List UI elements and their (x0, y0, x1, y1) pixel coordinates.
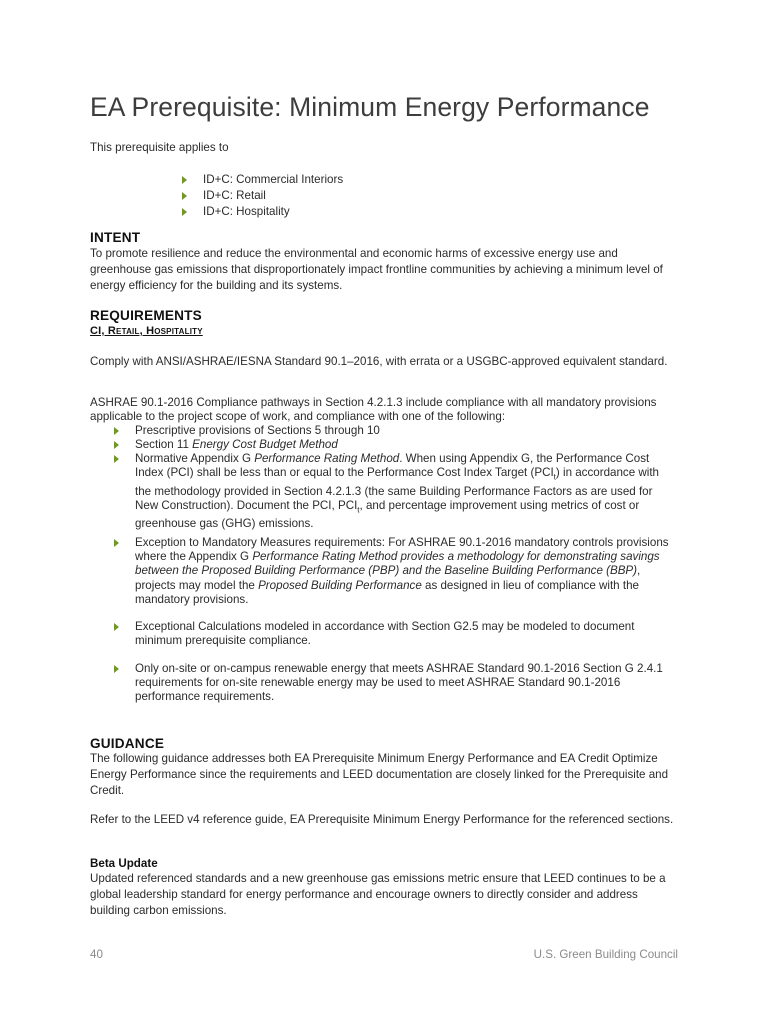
requirement-bullet: Prescriptive provisions of Sections 5 through 10 (114, 424, 674, 438)
intent-heading: INTENT (90, 230, 141, 245)
beta-update-heading: Beta Update (90, 857, 158, 870)
bullet-arrow-icon (114, 623, 119, 631)
list-item: ID+C: Commercial Interiors (182, 172, 343, 188)
page-number: 40 (90, 948, 103, 961)
intro-text: This prerequisite applies to (90, 141, 229, 154)
requirement-bullet: Exceptional Calculations modeled in accordance with Section G2.5 may be modeled to document minimum prerequisite compliance. (114, 620, 674, 648)
requirement-bullet: Exception to Mandatory Measures requirements: For ASHRAE 90.1-2016 mandatory controls provisions where the Appendix G Performance Rating Method provides a methodology for demonstrating savings between the Proposed Building Performance (PBP) and the Baseline Building Performance (BBP), projects may model the Proposed Building Performance as designed in lieu of compliance with the mandatory provisions. (114, 536, 674, 607)
bullet-arrow-icon (182, 192, 187, 200)
list-item: ID+C: Hospitality (182, 204, 343, 220)
requirement-bullet: Section 11 Energy Cost Budget Method (114, 438, 674, 452)
bullet-arrow-icon (114, 427, 119, 435)
requirement-bullet: Only on-site or on-campus renewable energy that meets ASHRAE Standard 90.1-2016 Section G 2.4.1 requirements for on-site renewable energy may be used to meet ASHRAE Standard 90.1-2016 performance requirements. (114, 662, 674, 705)
comply-text: Comply with ANSI/ASHRAE/IESNA Standard 90.1–2016, with errata or a USGBC-approved equivalent standard. (90, 355, 668, 368)
bullet-arrow-icon (114, 455, 119, 463)
bullet-arrow-icon (114, 441, 119, 449)
bullet-arrow-icon (182, 176, 187, 184)
ashrae-text: ASHRAE 90.1-2016 Compliance pathways in Section 4.2.1.3 include compliance with all mandatory provisions applicable to the project scope of work, and compliance with one of the following: (90, 396, 657, 424)
footer-organization: U.S. Green Building Council (533, 948, 678, 961)
reference-text: Refer to the LEED v4 reference guide, EA Prerequisite Minimum Energy Performance for the referenced sections. (90, 813, 674, 826)
beta-update-body: Updated referenced standards and a new greenhouse gas emissions metric ensure that LEED continues to be a global leadership standard for energy performance and encourage owners to directly consider and address building carbon emissions. (90, 872, 666, 917)
bullet-arrow-icon (114, 539, 119, 547)
requirements-heading: REQUIREMENTS (90, 308, 202, 323)
guidance-heading: GUIDANCE (90, 736, 165, 751)
applies-to-list (182, 172, 343, 219)
list-item: ID+C: Retail (182, 188, 343, 204)
guidance-body: The following guidance addresses both EA Prerequisite Minimum Energy Performance and EA Credit Optimize Energy Performance since the requirements and LEED documentation are closely linked for the Prerequisite and Credit. (90, 752, 669, 797)
page-title: EA Prerequisite: Minimum Energy Performance (90, 92, 650, 122)
requirement-bullet: Normative Appendix G Performance Rating Method. When using Appendix G, the Performance Cost Index (PCI) shall be less than or equal to the Performance Cost Index Target $(PCI_t)$ in accordance with the methodology provided in Section 4.2.1.3 (the same Building Performance Factors as are used for New Construction). Document the PCI, $PCI_t$, and percentage improvement using metrics of cost or greenhouse gas (GHG) emissions. (114, 452, 674, 532)
bullet-arrow-icon (182, 208, 187, 216)
bullet-arrow-icon (114, 665, 119, 673)
intent-body: To promote resilience and reduce the environmental and economic harms of excessive energy use and greenhouse gas emissions that disproportionately impact frontline communities by achieving a minimum level of energy efficiency for the building and its systems. (90, 247, 663, 292)
requirements-subheading: CI, Retail, Hospitality (90, 325, 203, 337)
